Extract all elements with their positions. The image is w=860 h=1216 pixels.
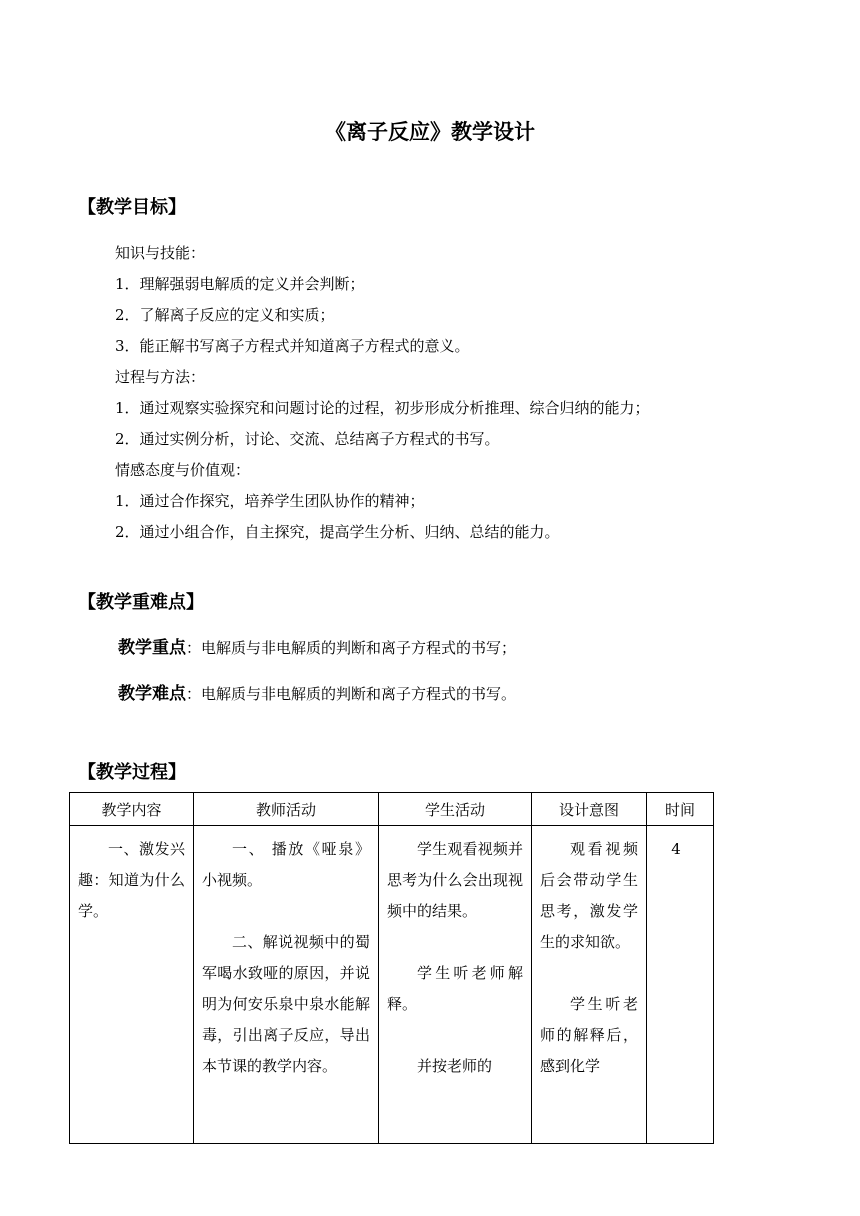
objective-line: 1．通过观察实验探究和问题讨论的过程，初步形成分析推理、综合归纳的能力； [115,399,650,417]
column-header: 教学内容 [70,793,194,826]
teaching-focus-text: ：电解质与非电解质的判断和离子方程式的书写； [186,639,517,657]
teaching-difficulty [118,679,516,704]
objective-line: 2．通过实例分析，讨论、交流、总结离子方程式的书写。 [115,430,500,448]
teacher-activity-cell [194,826,379,1144]
objective-line: 2．了解离子反应的定义和实质； [115,306,335,324]
process-heading: 【教学过程】 [78,762,186,783]
objective-line: 知识与技能： [115,244,206,262]
objective-line: 情感态度与价值观： [115,461,251,479]
student-activity-1: 学生观看视频并思考为什么会出现视频中的结果。 [387,840,523,920]
column-header: 设计意图 [532,793,647,826]
table-row [70,826,714,1144]
content-text: 一、激发兴趣：知道为什么学。 [78,840,185,920]
objective-line: 1．理解强弱电解质的定义并会判断； [115,275,365,293]
teacher-activity-1: 一、 播放《哑泉》小视频。 [202,840,370,889]
student-activity-2: 学生听老师解释。 [387,964,523,1013]
teacher-activity-2: 二、解说视频中的蜀军喝水致哑的原因，并说明为何安乐泉中泉水能解毒，引出离子反应，导出本节课的教学内容。 [202,933,370,1075]
document-title: 《离子反应》教学设计 [325,120,535,144]
time-cell [647,826,714,1144]
student-activity-cell [379,826,532,1144]
table-header-row [70,793,714,826]
design-intent-2: 学生听老师的解释后，感到化学 [540,995,638,1075]
design-intent-1: 观看视频后会带动学生思考，激发学生的求知欲。 [540,840,638,951]
column-header: 教师活动 [194,793,379,826]
design-intent-cell [532,826,647,1144]
teaching-difficulty-label: 教学难点 [118,684,186,704]
content-cell [70,826,194,1144]
teaching-focus [118,633,516,658]
key-points-heading: 【教学重难点】 [78,592,204,613]
time-value: 4 [671,840,681,858]
objective-line: 2．通过小组合作，自主探究，提高学生分析、归纳、总结的能力。 [115,523,560,541]
objective-line: 1．通过合作探究，培养学生团队协作的精神； [115,492,425,510]
column-header: 学生活动 [379,793,532,826]
objectives-heading: 【教学目标】 [78,197,186,218]
teaching-difficulty-text: ：电解质与非电解质的判断和离子方程式的书写。 [186,685,517,703]
student-activity-3: 并按老师的 [417,1057,493,1075]
column-header: 时间 [647,793,714,826]
objective-line: 过程与方法： [115,368,206,386]
teaching-focus-label: 教学重点 [118,638,186,658]
objective-line: 3．能正解书写离子方程式并知道离子方程式的意义。 [115,337,470,355]
process-table [69,792,714,1144]
